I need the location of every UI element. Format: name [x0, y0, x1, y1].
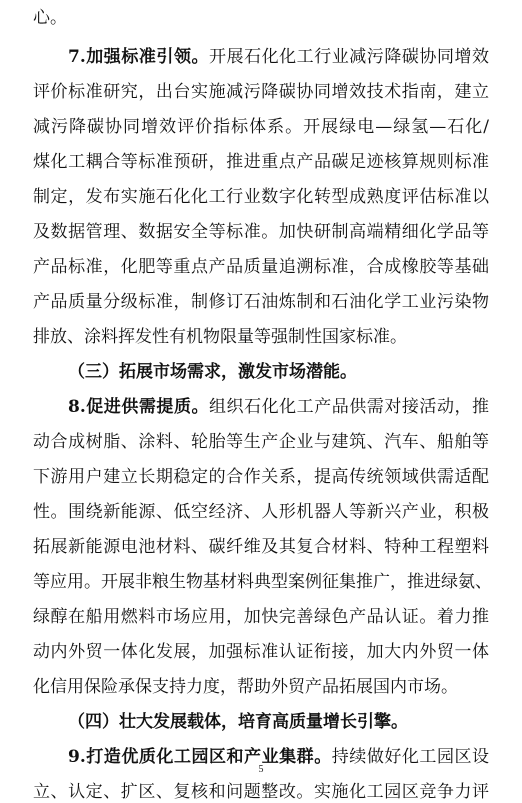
text-line: 心。: [33, 8, 67, 28]
text-line: 动合成树脂、涂料、轮胎等生产企业与建筑、汽车、船舶等: [33, 432, 489, 452]
text-line: 产品标准，化肥等重点产品质量追溯标准，合成橡胶等基础: [33, 257, 489, 277]
item-7-first-line: 7.加强标准引领。开展石化化工行业减污降碳协同增效: [68, 47, 490, 67]
item-9-first-line: 9.打造优质化工园区和产业集群。持续做好化工园区设: [68, 747, 490, 767]
section-heading-3: （三）拓展市场需求，激发市场潜能。: [68, 362, 357, 382]
text-line: 产品质量分级标准，制修订石油炼制和石油化学工业污染物: [33, 292, 489, 312]
section-heading-4: （四）壮大发展载体，培育高质量增长引擎。: [68, 712, 408, 732]
text-line: 制定，发布实施石化化工行业数字化转型成熟度评估标准以: [33, 187, 489, 207]
text-line: 绿醇在船用燃料市场应用，加快完善绿色产品认证。着力推: [33, 607, 489, 627]
text-line: 化信用保险承保支持力度，帮助外贸产品拓展国内市场。: [33, 677, 458, 697]
text-line: 煤化工耦合等标准预研，推进重点产品碳足迹核算规则标准: [33, 152, 489, 172]
page-number: 5: [258, 764, 264, 775]
item-8-first-line: 8.促进供需提质。组织石化化工产品供需对接活动，推: [68, 397, 490, 417]
text-line: 下游用户建立长期稳定的合作关系，提高传统领域供需适配: [33, 467, 489, 487]
item-8-lead: 8.促进供需提质。: [68, 397, 210, 417]
text-line: 立、认定、扩区、复核和问题整改。实施化工园区竞争力评: [33, 782, 489, 802]
text-line: 评价标准研究，出台实施减污降碳协同增效技术指南，建立: [33, 82, 489, 102]
text-line: 及数据管理、数据安全等标准。加快研制高端精细化学品等: [33, 222, 489, 242]
text-line: 减污降碳协同增效评价指标体系。开展绿电—绿氢—石化/: [33, 117, 489, 137]
text-line: 拓展新能源电池材料、碳纤维及其复合材料、特种工程塑料: [33, 537, 489, 557]
item-7-lead: 7.加强标准引领。: [68, 47, 210, 67]
text-line: 性。围绕新能源、低空经济、人形机器人等新兴产业，积极: [33, 502, 489, 522]
text-line: 等应用。开展非粮生物基材料典型案例征集推广，推进绿氨、: [33, 572, 492, 592]
text-line: 排放、涂料挥发性有机物限量等强制性国家标准。: [33, 327, 407, 347]
item-9-lead: 9.打造优质化工园区和产业集群。: [68, 747, 332, 767]
text-line: 动内外贸一体化发展，加强标准认证衔接，加大内外贸一体: [33, 642, 489, 662]
